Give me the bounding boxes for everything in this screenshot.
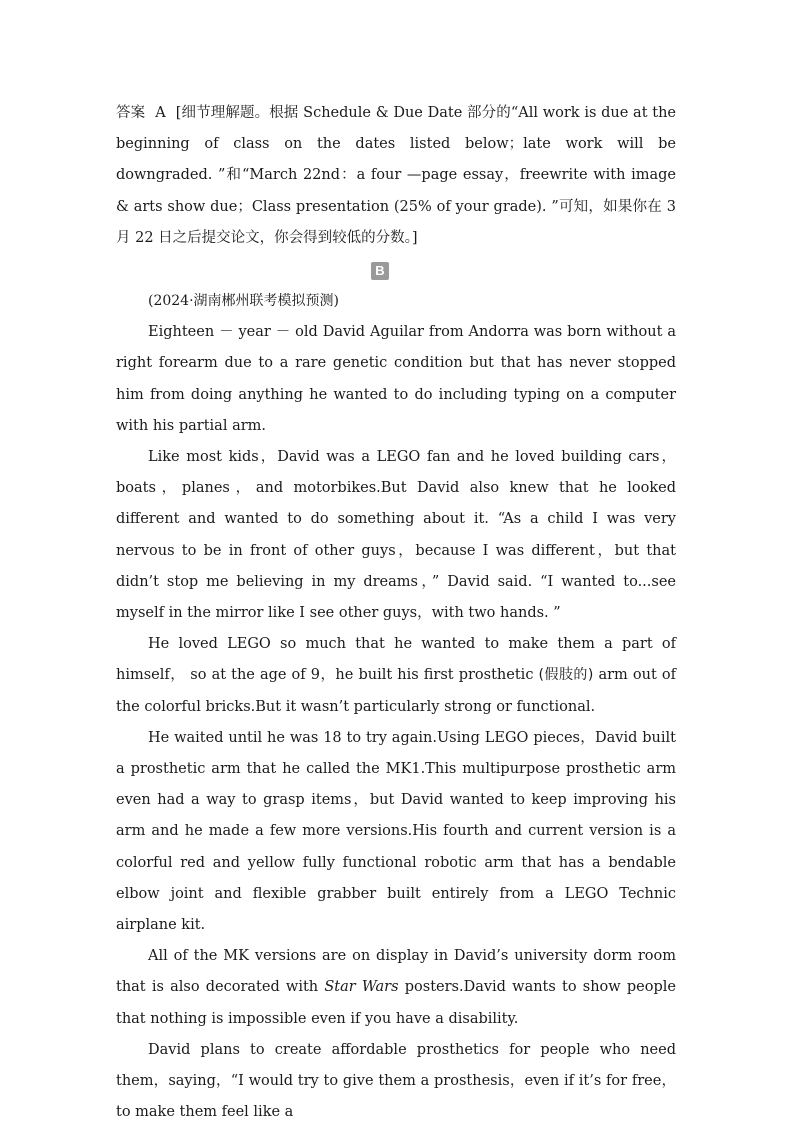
answer-label: 答案 xyxy=(116,105,146,121)
section-badge-row xyxy=(116,260,676,282)
paragraph-5-text-a: All of the MK versions are on display in David’s university dorm room that is also decorated with xyxy=(116,948,676,996)
paragraph-1: Eighteen － year － old David Aguilar from Andorra was born without a right forearm due to a rare genetic condition but that has never stopped him from doing anything he wanted to do including typing on a computer with his partial arm. xyxy=(116,324,676,434)
paragraph-2: Like most kids，David was a LEGO fan and he loved building cars，boats，planes，and motorbikes.But David also knew that he looked different and wanted to do something about it. “As a child I was very nervous to be in front of other guys，because I was different，but that didn’t stop me believing in my dreams，” David said. “I wanted to...see myself in the mirror like I see other guys，with two hands. ” xyxy=(116,449,676,622)
paragraph-4: He waited until he was 18 to try again.Using LEGO pieces，David built a prosthetic arm that he called the MK1.This multipurpose prosthetic arm even had a way to grasp items，but David wanted to keep improving his arm and he made a few more versions.His fourth and current version is a colorful red and yellow fully functional robotic arm that has a bendable elbow joint and flexible grabber built entirely from a LEGO Technic airplane kit. xyxy=(116,729,676,934)
passage-source: (2024·湖南郴州联考模拟预测) xyxy=(148,293,340,310)
paragraph-3 xyxy=(116,629,676,723)
section-badge: B xyxy=(371,262,389,280)
paragraph-5-text-b: posters.David wants to show people that nothing is impossible even if you have a disability. xyxy=(116,979,676,1027)
answer-choice: A xyxy=(155,105,166,121)
paragraph-3-gloss: (假肢的) xyxy=(538,667,594,684)
paragraph-6: David plans to create affordable prosthetics for people who need them，saying，“I would try to give them a prosthesis，even if it’s for free，to make them feel like a xyxy=(116,1041,676,1121)
answer-explanation: [细节理解题。根据 Schedule & Due Date 部分的“All work is due at the beginning of class on the dates listed below；late work will be downgraded. ”和“March 22nd：a four —page essay，freewrite with image & arts show due；Class presentation (25% of your grade). ”可知，如果你在 3 月 22 日之后提交论文，你会得到较低的分数。] xyxy=(116,105,676,246)
paragraph-5-title: Star Wars xyxy=(324,979,399,996)
paragraph-5 xyxy=(116,941,676,1035)
paragraph-3-text-a: He loved LEGO so much that he wanted to make them a part of himself， so at the age of 9，he built his first prosthetic xyxy=(116,636,676,684)
answer-block xyxy=(116,98,676,254)
document-page xyxy=(116,98,676,1129)
paragraph-3-text-b: arm out of the colorful bricks.But it wasn’t particularly strong or functional. xyxy=(116,667,676,715)
